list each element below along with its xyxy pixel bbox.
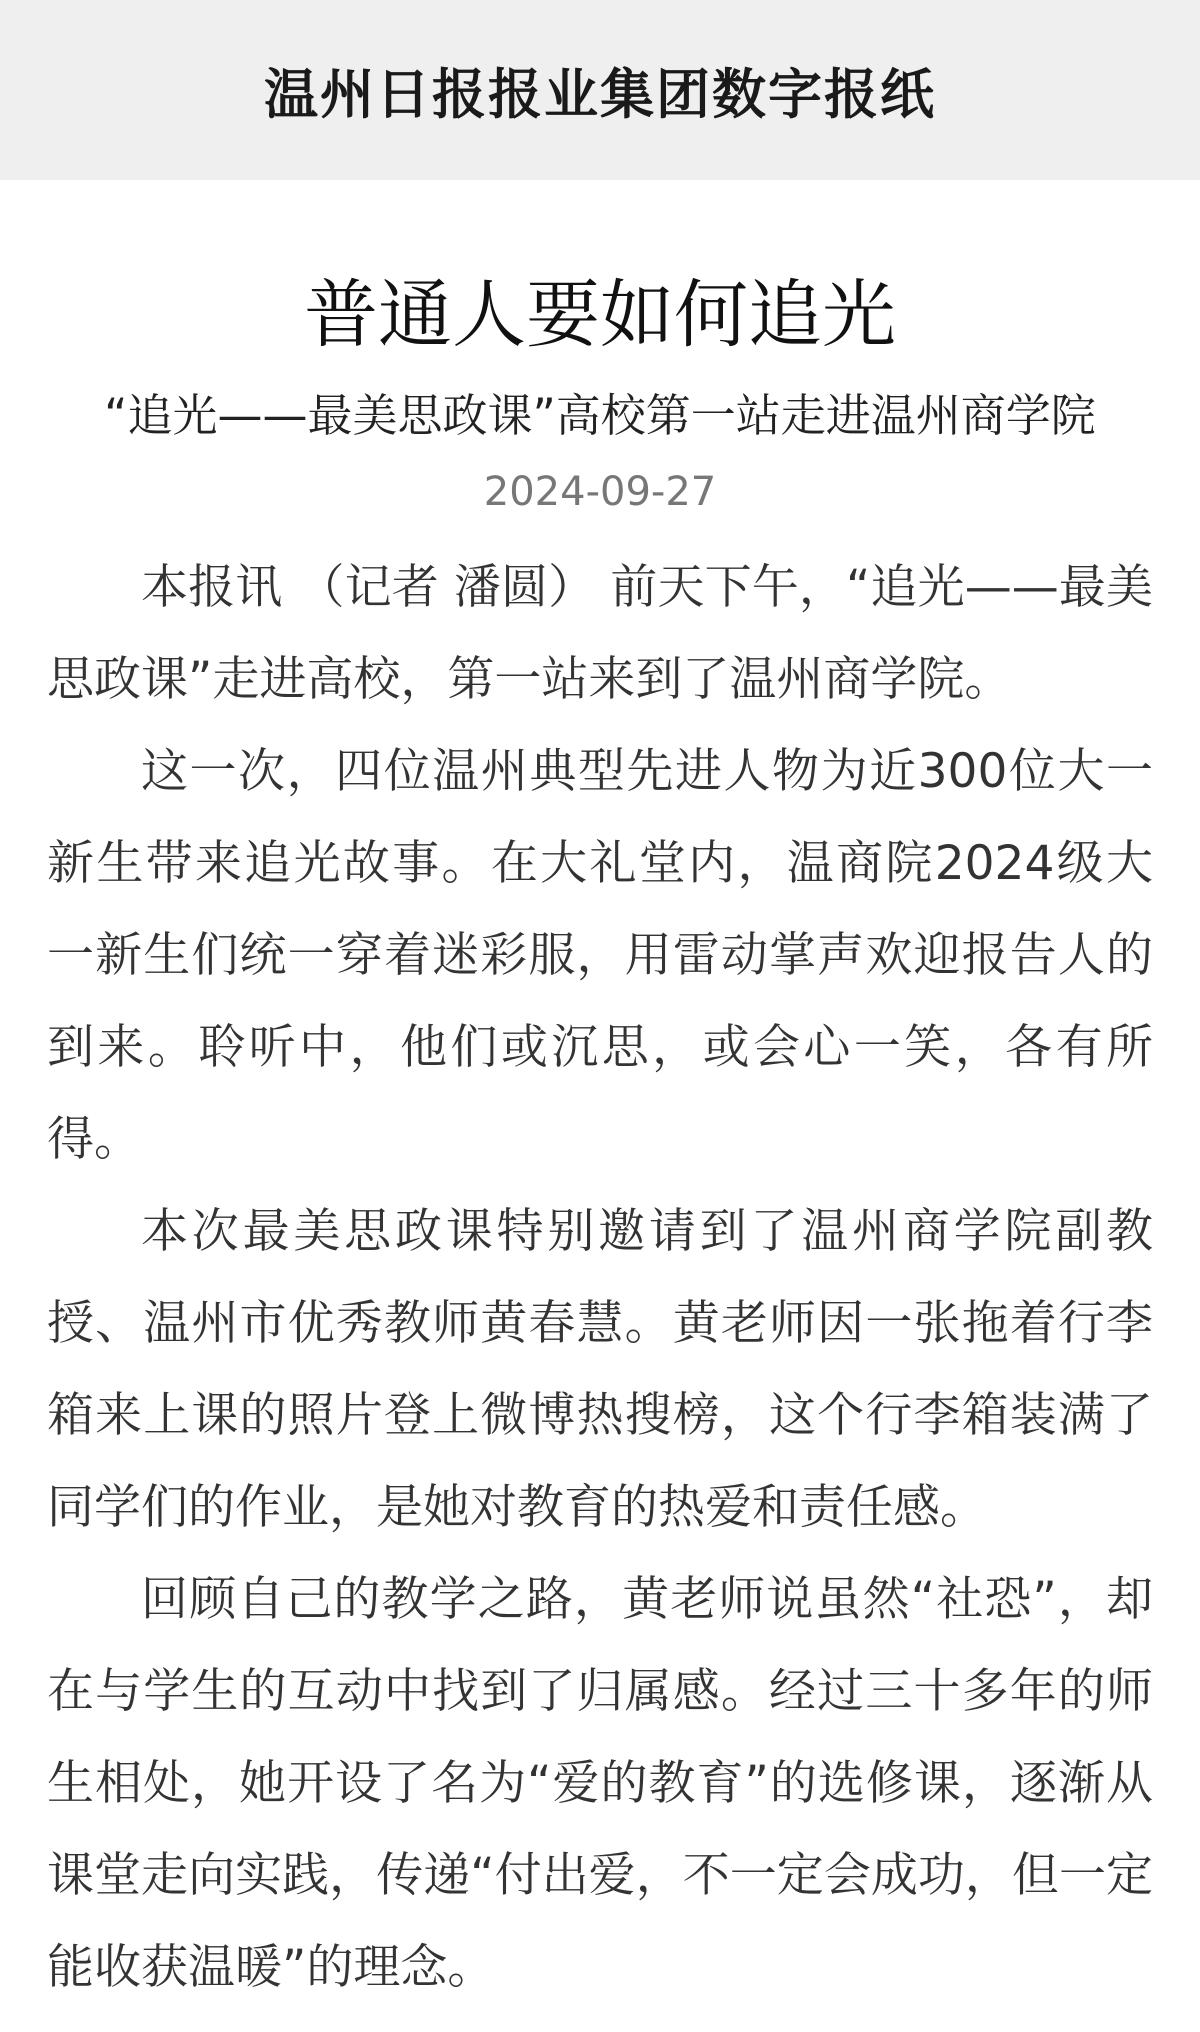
article-paragraph: 本报讯 （记者 潘圆） 前天下午，“追光——最美思政课”走进高校，第一站来到了温州商学院。 [47,560,1153,707]
article-subheadline: “追光——最美思政课”高校第一站走进温州商学院 [104,389,1096,442]
article-paragraph: 本次最美思政课特别邀请到了温州商学院副教授、温州市优秀教师黄春慧。黄老师因一张拖着行李箱来上课的照片登上微博热搜榜，这个行李箱装满了同学们的作业，是她对教育的热爱和责任感。 [47,1204,1153,1535]
article-headline: 普通人要如何追光 [304,272,896,358]
article [0,270,1200,2014]
article-paragraph: 回顾自己的教学之路，黄老师说虽然“社恐”，却在与学生的互动中找到了归属感。经过三十多年的师生相处，她开设了名为“爱的教育”的选修课，逐渐从课堂走向实践，传递“付出爱，不一定会成功，但一定能收获温暖”的理念。 [47,1572,1153,1995]
article-paragraph: 这一次，四位温州典型先进人物为近300位大一新生带来追光故事。在大礼堂内，温商院2024级大一新生们统一穿着迷彩服，用雷动掌声欢迎报告人的到来。聆听中，他们或沉思，或会心一笑，各有所得。 [47,744,1153,1167]
article-body [47,542,1153,2014]
site-title: 温州日报报业集团数字报纸 [264,62,936,126]
top-bar [0,0,1200,180]
publish-date: 2024-09-27 [483,469,717,515]
